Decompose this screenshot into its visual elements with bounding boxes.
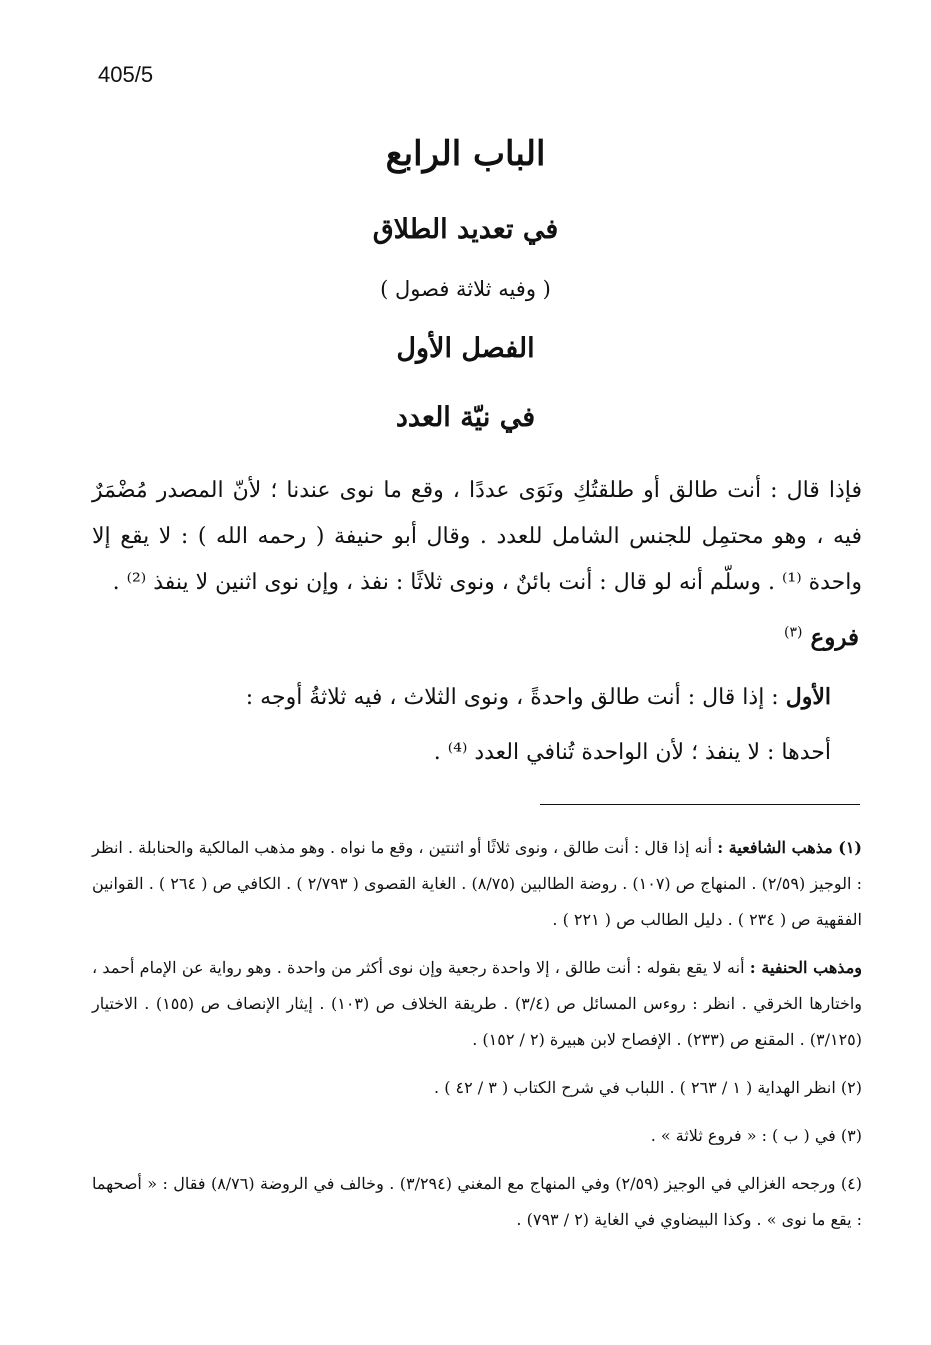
footnote-1: [92, 830, 862, 938]
page-number: 405/5: [98, 62, 154, 87]
branch-second: [92, 738, 859, 768]
footnote-3: (٣) في ( ب ) : « فروع ثلاثة » .: [650, 1126, 862, 1145]
section-subject: في نيّة العدد: [395, 402, 536, 433]
footnote-1b: [92, 950, 862, 1058]
chapter-subject: في تعديد الطلاق: [372, 214, 559, 245]
footnotes: [92, 830, 862, 1250]
main-paragraph: [92, 468, 862, 606]
branch-first-label: الأول: [785, 684, 831, 710]
furu-title: فروع: [810, 624, 859, 651]
footnote-separator: [540, 804, 860, 805]
footnote-1-text: أنه إذا قال : أنت طالق ، ونوى ثلاثًا أو اثنتين ، وقع ما نواه . وهو مذهب المالكية والحنابلة . انظر : الوجيز (٢/٥٩) . المنهاج ص (١٠٧) . روضة الطالبين (٨/٧٥) . الغاية القصوى ( ٢/٧٩٣ ) . الكافي ص ( ٢٦٤ ) . القوانين الفقهية ص ( ٢٣٤ ) . دليل الطالب ص ( ٢٢١ ) .: [92, 838, 862, 929]
branch-first-text: : إذا قال : أنت طالق واحدةً ، ونوى الثلاث ، فيه ثلاثةُ أوجه :: [245, 685, 779, 710]
furu-heading: [784, 624, 859, 651]
branch-second-text: أحدها : لا ينفذ ؛ لأن الواحدة تُنافي العدد ⁽⁴⁾ .: [433, 740, 831, 765]
paragraph-text: فإذا قال : أنت طالق أو طلقتُكِ ونَوَى عددًا ، وقع ما نوى عندنا ؛ لأنّ المصدر مُضْمَرٌ فيه ، وهو محتمِل للجنس الشامل للعدد . وقال أبو حنيفة ( رحمه الله ) : لا يقع إلا واحدة ⁽¹⁾ . وسلّم أنه لو قال : أنت بائنٌ ، ونوى ثلاثًا : نفذ ، وإن نوى اثنين لا ينفذ ⁽²⁾ .: [92, 478, 862, 595]
section-title: الفصل الأول: [396, 333, 535, 364]
footnote-4: (٤) ورجحه الغزالي في الوجيز (٢/٥٩) وفي المنهاج مع المغني (٣/٢٩٤) . وخالف في الروضة (٨/٧٦) فقال : « أصحهما : يقع ما نوى » . وكذا البيضاوي في الغاية (٢ / ٧٩٣) .: [92, 1174, 863, 1229]
footnote-1-label: (١) مذهب الشافعية :: [717, 838, 862, 857]
furu-note-ref: (٣): [784, 624, 803, 641]
footnote-2: (٢) انظر الهداية ( ١ / ٢٦٣ ) . اللباب في شرح الكتاب ( ٣ / ٤٢ ) .: [434, 1078, 862, 1097]
branch-first: [92, 682, 859, 713]
footnote-1b-label: ومذهب الحنفية :: [749, 958, 862, 977]
chapter-title: الباب الرابع: [385, 134, 546, 174]
footnote-1b-text: أنه لا يقع بقوله : أنت طالق ، إلا واحدة رجعية وإن نوى أكثر من واحدة . وهو رواية عن الإمام أحمد ، واختارها الخرقي . انظر : روءس المسائل ص (٣/٤) . طريقة الخلاف ص (١٠٣) . إيثار الإنصاف ص (١٥٥) . الاختيار (٣/١٢٥) . المقنع ص (٢٣٣) . الإفصاح لابن هبيرة (٢ / ١٥٢) .: [92, 958, 863, 1049]
chapter-contents-note: ( وفيه ثلاثة فصول ): [380, 277, 551, 301]
